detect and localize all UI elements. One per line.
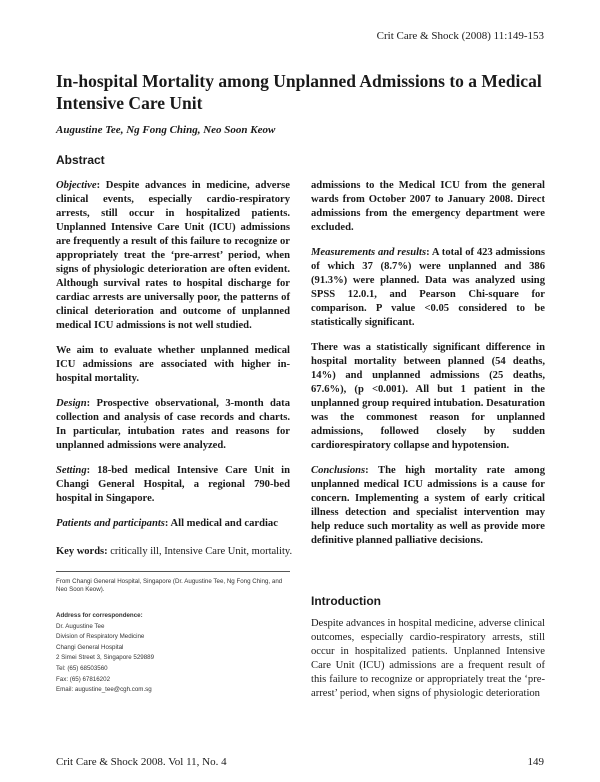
page-number: 149 [527, 756, 544, 768]
abstract-setting [56, 464, 290, 506]
keywords-text: critically ill, Intensive Care Unit, mortality. [107, 546, 293, 557]
abstract-left-column [56, 179, 290, 542]
footnote-divider [56, 571, 290, 572]
design-label: Design [56, 398, 87, 409]
abstract-aim: We aim to evaluate whether unplanned medical ICU admissions are associated with higher in-hospital mortality. [56, 345, 290, 384]
objective-label: Objective [56, 180, 97, 191]
abstract-objective [56, 179, 290, 333]
author-affiliation: From Changi General Hospital, Singapore (Dr. Augustine Tee, Ng Fong Ching, and Neo Soon Keow). [56, 578, 283, 593]
abstract-heading: Abstract [56, 153, 105, 167]
design-text: : Prospective observational, 3-month data collection and analysis of case records and charts. In particular, intubation rates and reasons for unplanned admissions were analyzed. [56, 398, 290, 451]
abstract-patients [56, 517, 290, 531]
article-title: In-hospital Mortality among Unplanned Admissions to a Medical Intensive Care Unit [56, 71, 542, 113]
patients-text: : All medical and cardiac [164, 518, 278, 529]
correspondence-line: Tel: (65) 68503560 [56, 664, 108, 672]
setting-label: Setting [56, 465, 87, 476]
measurements-text: : A total of 423 admissions of which 37 (8.7%) were unplanned and 386 (91.3%) were planned. Data was analyzed using SPSS 12.0.1, and Pearson Chi-square for comparison. P value <0.05 considered to be statistically significant. [311, 247, 546, 328]
keywords-label: Key words: [56, 546, 108, 557]
journal-reference: Crit Care & Shock (2008) 11:149-153 [376, 30, 544, 42]
correspondence-line: Changi General Hospital [56, 643, 124, 651]
abstract-conclusions [311, 464, 545, 548]
correspondence-line: Division of Respiratory Medicine [56, 633, 145, 641]
abstract-results: There was a statistically significant difference in hospital mortality between planned (54 deaths, 14%) and unplanned admissions (25 deaths, 67.6%), (p <0.001). All but 1 patient in the unplanned group required intubation. Desaturation was the commonest reason for unplanned admissions, followed closely by sudden cardiorespiratory collapse and hypotension. [311, 342, 545, 451]
introduction-heading: Introduction [311, 594, 381, 608]
abstract-right-column [311, 179, 545, 559]
conclusions-text: : The high mortality rate among unplanned medical ICU admissions is a cause for concern. Implementing a system of early critical illness detection and specialist intervention may help reduce such mortality as well as provide more definitive planned palliative decisions. [311, 465, 545, 546]
correspondence-line: Dr. Augustine Tee [56, 622, 105, 630]
correspondence-address [56, 611, 288, 696]
measurements-label: Measurements and results [311, 247, 427, 258]
correspondence-line: 2 Simei Street 3, Singapore 529889 [56, 654, 155, 662]
abstract-patients-continued: admissions to the Medical ICU from the general wards from October 2007 to January 2008. Direct admissions from the emergency department were excluded. [311, 180, 545, 233]
setting-text: : 18-bed medical Intensive Care Unit in Changi General Hospital, a regional 790-bed hospital in Singapore. [56, 465, 290, 504]
abstract-design [56, 397, 290, 453]
correspondence-email: Email: augustine_tee@cgh.com.sg [56, 686, 152, 694]
abstract-measurements [311, 246, 545, 330]
objective-text: : Despite advances in medicine, adverse clinical events, especially cardio-respiratory arrests, still occur in hospitalized patients. Unplanned Intensive Care Unit (ICU) admissions are frequently a result of this failure to recognize or appropriately treat the ‘pre-arrest’ period, when signs of physiologic deterioration are often evident. Although survival rates to hospital discharge for cardiac arrests are universally poor, the patterns of clinical deterioration and outcome of unplanned medical ICU admissions is not well studied. [56, 180, 290, 331]
keywords [56, 546, 292, 557]
footer-journal: Crit Care & Shock 2008. Vol 11, No. 4 [56, 756, 227, 768]
correspondence-line: Fax: (65) 67816202 [56, 675, 111, 683]
introduction-text: Despite advances in hospital medicine, adverse clinical outcomes, especially cardio-respiratory arrests, still occur in hospitalized patients. Unplanned Intensive Care Unit (ICU) admissions are a frequent result of this failure to recognize or appropriately treat the ‘pre-arrest’ period, when signs of physiologic deterioration [311, 618, 545, 699]
patients-label: Patients and participants [56, 518, 165, 529]
conclusions-label: Conclusions [311, 465, 366, 476]
article-authors: Augustine Tee, Ng Fong Ching, Neo Soon Keow [56, 124, 276, 136]
correspondence-label: Address for correspondence: [56, 612, 143, 619]
